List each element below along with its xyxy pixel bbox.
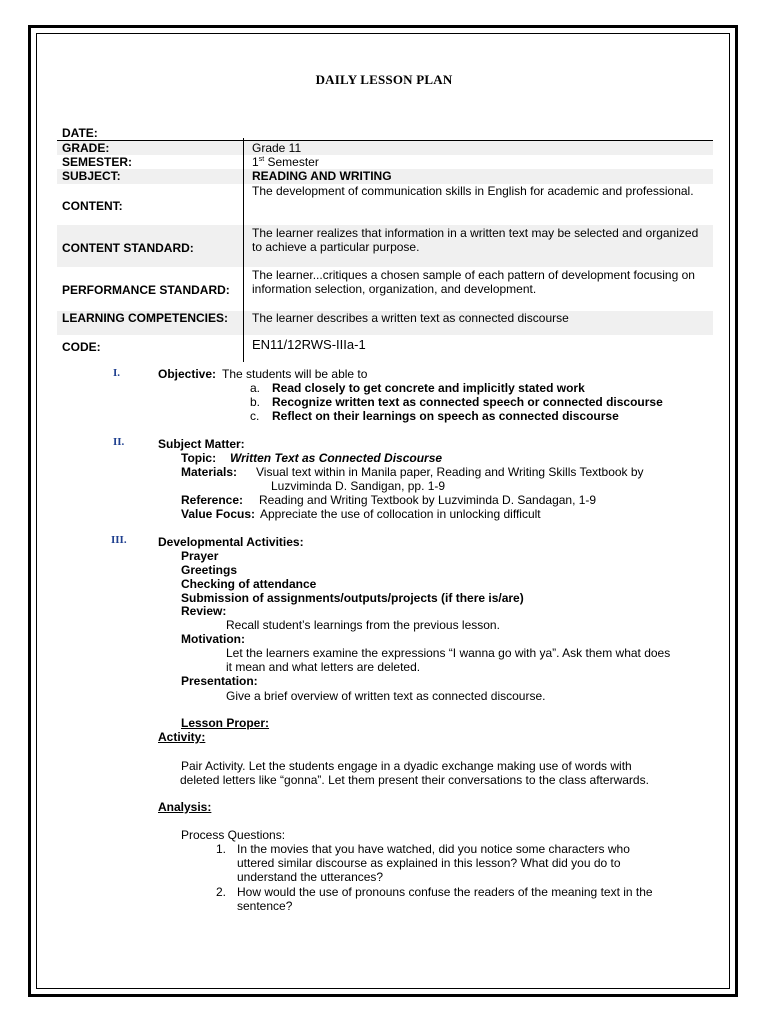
motivation-label: Motivation:: [181, 632, 245, 646]
learning-competencies-label: LEARNING COMPETENCIES:: [62, 311, 229, 325]
section-numeral-2: II.: [113, 436, 125, 448]
subject-matter-label: Subject Matter:: [158, 437, 245, 451]
semester-value: 1st Semester: [252, 155, 319, 169]
question-2-number: 2.: [216, 885, 227, 899]
materials-label: Materials:: [181, 465, 238, 479]
materials-line-2: Luzviminda D. Sandigan, pp. 1-9: [271, 479, 446, 493]
row-content: [57, 184, 713, 224]
code-value: EN11/12RWS-IIIa-1: [252, 337, 366, 352]
objective-item-letter-a: a.: [250, 381, 261, 395]
presentation-text: Give a brief overview of written text as connected discourse.: [226, 689, 546, 703]
question-1-number: 1.: [216, 842, 227, 856]
objective-intro: The students will be able to: [222, 367, 368, 381]
value-focus-label: Value Focus:: [181, 507, 256, 521]
analysis-heading: Analysis:: [158, 800, 212, 814]
date-label: DATE:: [62, 126, 98, 140]
performance-standard-value: The learner...critiques a chosen sample of each pattern of development focusing on information selection, organization, and development.: [252, 268, 695, 296]
row-date: [57, 126, 713, 140]
content-standard-label: CONTENT STANDARD:: [62, 241, 194, 255]
grade-value: Grade 11: [252, 141, 302, 155]
section-numeral-3: III.: [111, 534, 127, 546]
lesson-proper-heading: Lesson Proper:: [181, 716, 270, 730]
performance-standard-label: PERFORMANCE STANDARD:: [62, 283, 230, 297]
objective-item-letter-c: c.: [250, 409, 260, 423]
developmental-activities-label: Developmental Activities:: [158, 535, 304, 549]
question-1-line-1: In the movies that you have watched, did you notice some characters who: [237, 842, 630, 856]
grade-label: GRADE:: [62, 141, 110, 155]
reference-value: Reading and Writing Textbook by Luzviminda D. Sandagan, 1-9: [259, 493, 597, 507]
reference-label: Reference:: [181, 493, 244, 507]
motivation-line-2: it mean and what letters are deleted.: [226, 660, 421, 674]
learning-competencies-value: The learner describes a written text as connected discourse: [252, 311, 569, 325]
row-learning-competencies: [57, 311, 713, 335]
page-title: DAILY LESSON PLAN: [315, 72, 453, 87]
question-2-line-1: How would the use of pronouns confuse the readers of the meaning text in the: [237, 885, 653, 899]
topic-label: Topic:: [181, 451, 217, 465]
activity-line-1: Pair Activity. Let the students engage in a dyadic exchange making use of words with: [181, 759, 632, 773]
checking-of-attendance: Checking of attendance: [181, 577, 317, 591]
subject-label: SUBJECT:: [62, 169, 121, 183]
content-label: CONTENT:: [62, 199, 123, 213]
row-performance-standard: [57, 267, 713, 311]
greetings: Greetings: [181, 563, 238, 577]
materials-line-1: Visual text within in Manila paper, Reading and Writing Skills Textbook by: [256, 465, 644, 479]
question-1-line-3: understand the utterances?: [237, 870, 384, 884]
objective-item-letter-b: b.: [250, 395, 261, 409]
question-1-line-2: uttered similar discourse as explained in this lesson? What did you do to: [237, 856, 621, 870]
content-standard-value: The learner realizes that information in a written text may be selected and organized to achieve a particular purpose.: [252, 226, 699, 254]
subject-value: READING AND WRITING: [252, 169, 392, 183]
content-value: The development of communication skills in English for academic and professional.: [252, 184, 694, 198]
row-code: [57, 335, 713, 356]
review-text: Recall student’s learnings from the previous lesson.: [226, 618, 500, 632]
topic-value: Written Text as Connected Discourse: [230, 451, 443, 465]
row-grade: [57, 141, 713, 155]
objective-item-c: Reflect on their learnings on speech as connected discourse: [272, 409, 619, 423]
value-focus-value: Appreciate the use of collocation in unlocking difficult: [260, 507, 541, 521]
submission-of-assignments: Submission of assignments/outputs/projects (if there is/are): [181, 591, 524, 605]
activity-heading: Activity:: [158, 730, 206, 744]
process-questions-label: Process Questions:: [181, 828, 286, 842]
section-numeral-1: I.: [113, 367, 121, 379]
prayer: Prayer: [181, 549, 219, 563]
review-label: Review:: [181, 604, 227, 618]
objective-item-a: Read closely to get concrete and implicitly stated work: [272, 381, 585, 395]
header-table: [57, 126, 713, 356]
motivation-line-1: Let the learners examine the expressions “I wanna go with ya”. Ask them what does: [226, 646, 671, 660]
activity-line-2: deleted letters like “gonna”. Let them present their conversations to the class afterwards.: [180, 773, 649, 787]
code-label: CODE:: [62, 340, 101, 354]
question-2-line-2: sentence?: [237, 899, 293, 913]
row-content-standard: [57, 225, 713, 267]
objective-label: Objective:: [158, 367, 217, 381]
objective-item-b: Recognize written text as connected speech or connected discourse: [272, 395, 663, 409]
semester-label: SEMESTER:: [62, 155, 133, 169]
row-semester: [57, 155, 713, 169]
presentation-label: Presentation:: [181, 674, 258, 688]
row-subject: [57, 169, 713, 184]
header-column-divider: [243, 138, 244, 362]
